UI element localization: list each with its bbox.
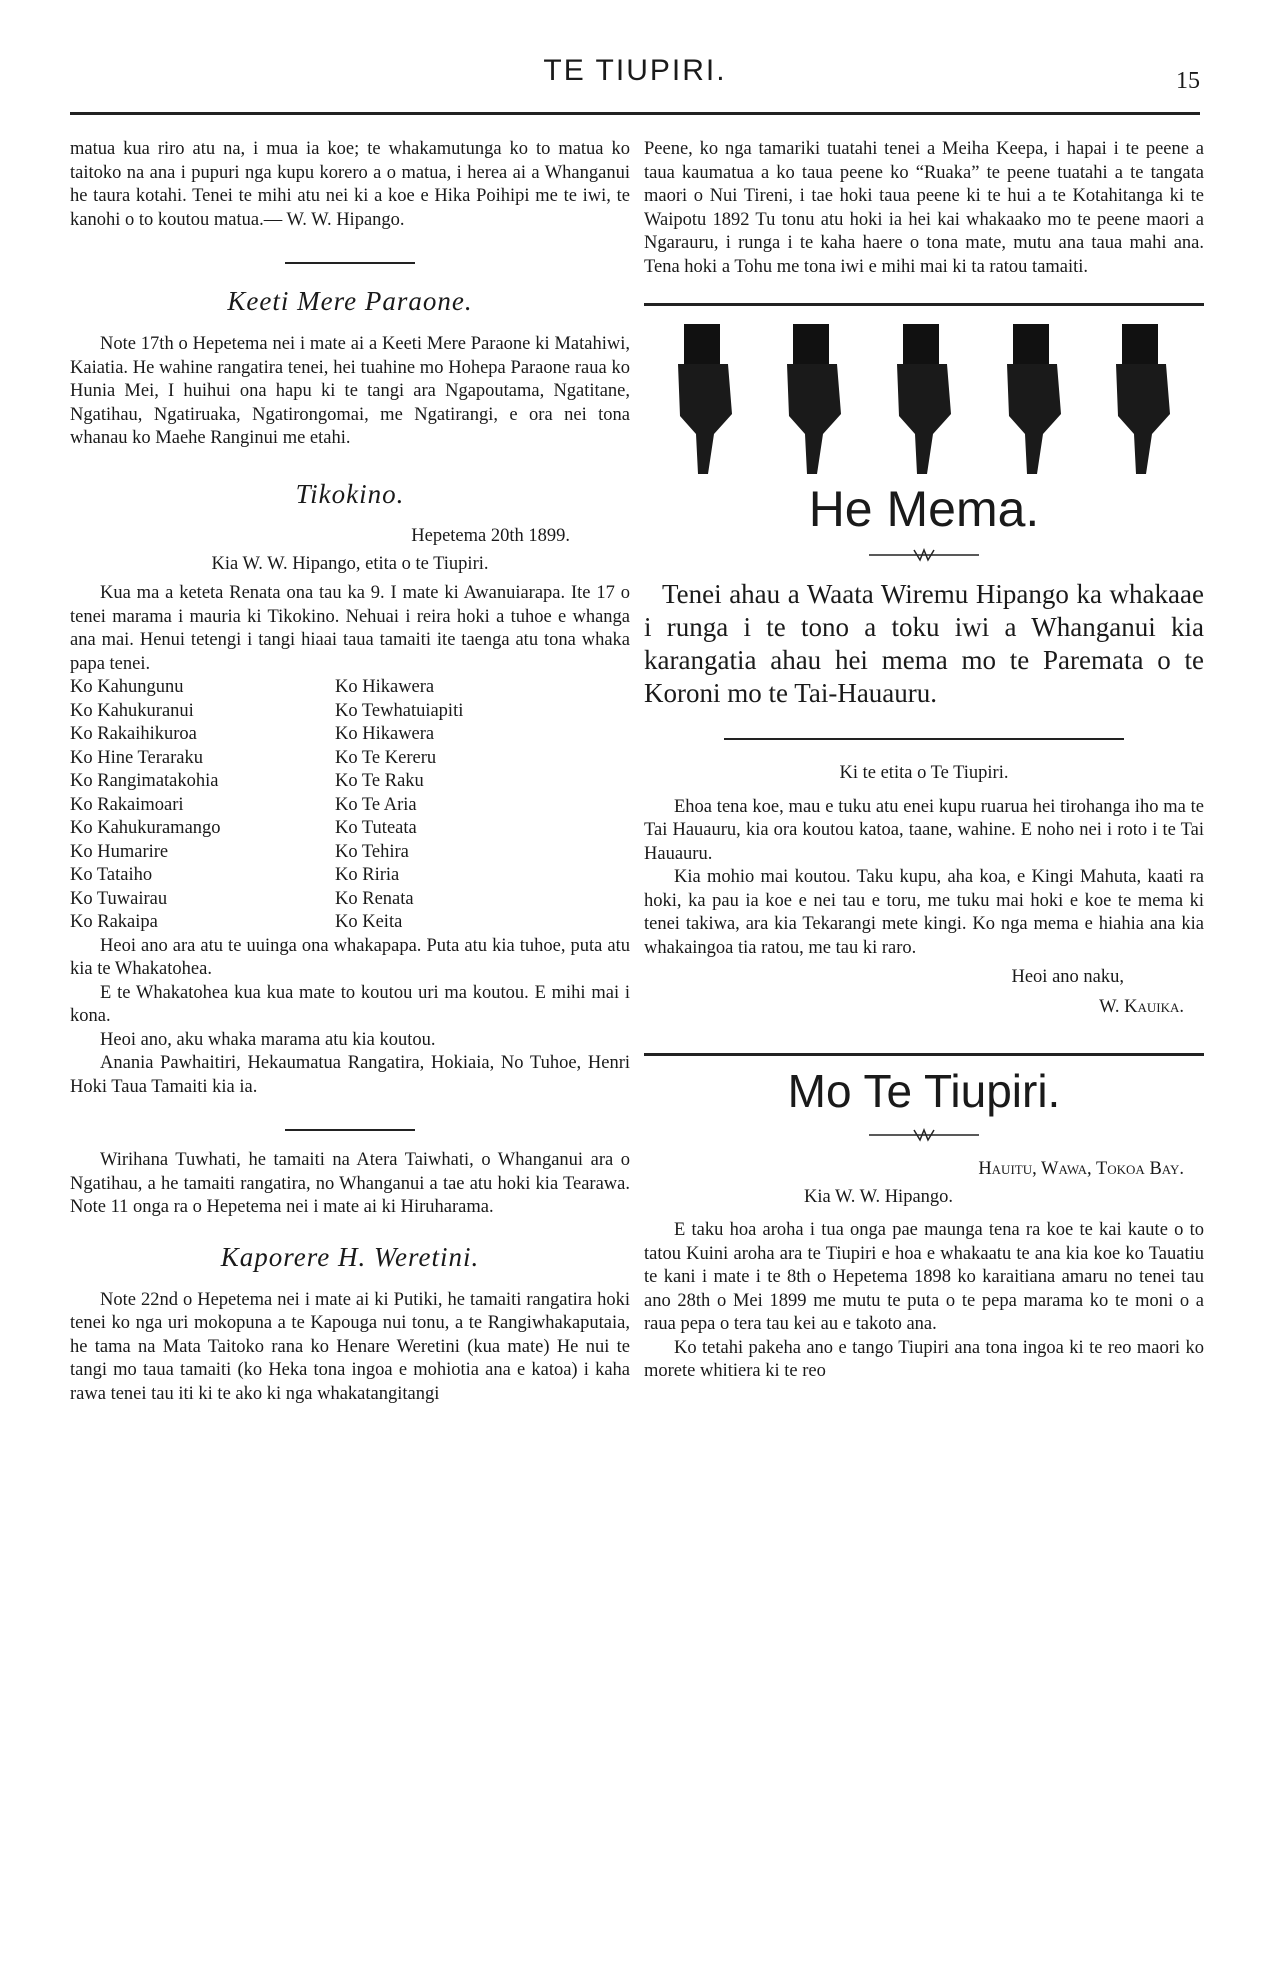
letter-closing: Heoi ano naku, — [1011, 967, 1124, 987]
obituary-heading-kaporere: Kaporere H. Weretini. — [220, 1241, 480, 1272]
genealogy-name: Ko Te Kereru — [335, 747, 437, 768]
letter-paragraph: E te Whakatohea kua kua mate to koutou uri ma koutou. E mihi mai i kona. — [70, 982, 630, 1026]
genealogy-name: Ko Rakaimoari — [70, 794, 184, 815]
section-rule — [644, 1053, 1204, 1056]
genealogy-name: Ko Kahukuramango — [70, 818, 221, 838]
letter-signer: W. Kauika. — [1099, 996, 1184, 1017]
genealogy-name: Ko Riria — [335, 865, 400, 885]
divider — [285, 1129, 415, 1131]
pointing-hand-icon — [1108, 324, 1178, 474]
pointing-hand-icon — [670, 324, 740, 474]
candidacy-notice: Tenei ahau a Waata Wiremu Hipango ka whakaae i runga i te tono a toku iwi a Whanganui kia karangatia ahau hei mema mo te Paremata o te Koroni mo te Tai-Hauauru. — [644, 579, 1204, 708]
genealogy-name: Ko Te Aria — [335, 794, 417, 815]
letter-heading-tikokino: Tikokino. — [295, 478, 405, 509]
genealogy-name: Ko Rangimatakohia — [70, 771, 219, 791]
pointing-hand-icon — [889, 324, 959, 474]
letter-paragraph: Kia mohio mai koutou. Taku kupu, aha koa, e Kingi Mahuta, kaati ra hoki, ka pau ia koe e nei tau e toru, me tuku mai hoki e koe te mema ki tenei takiwa, ara kia Tekarangi mete kingi. Ko nga mema e hiahia ana kia whakaingoa tia ratou, me tau ki raro. — [644, 867, 1204, 958]
letter-addressee: Kia W. W. Hipango, etita o te Tiupiri. — [211, 553, 489, 574]
newspaper-title: TE TIUPIRI. — [543, 54, 727, 87]
notice-title-he-mema: He Mema. — [808, 481, 1040, 537]
genealogy-name: Ko Rakaihikuroa — [70, 724, 197, 744]
letter-body: Kua ma a keteta Renata ona tau ka 9. I mate ki Awanuiarapa. Ite 17 o tenei marama i mauria ki Tikokino. Nehuai i reira hoki a tuhoe e whanga ana mai. Henui tetengi i tangi hiaai taua tamaiti ite taenga atu tona whaka papa tenei. — [70, 583, 630, 674]
page-number: 15 — [1176, 68, 1200, 94]
obituary-kaporere: Note 22nd o Hepetema nei i mate ai ki Putiki, he tamaiti rangatira hoki tenei ko nga uri mokopuna a te Kapouga nui tonu, a te Rangiwhakaputaia, he tama na Mata Taitoko rana ko Henare Weretini (kua mate) He nui te tangi mo taua tamaiti (ko Heka tona ingoa e mohiotia ana e katoa) i kaha rawa tenei tau iti ki te ako ki nga whakatangitangi — [70, 1289, 630, 1404]
divider — [285, 262, 415, 264]
pointing-hand-icon — [999, 324, 1069, 474]
genealogy-name: Ko Tataiho — [70, 865, 153, 885]
right-column — [644, 138, 1204, 1384]
genealogy-name: Ko Renata — [335, 888, 414, 909]
letter-paragraph: Ehoa tena koe, mau e tuku atu enei kupu ruarua hei tirohanga iho ma te Tai Hauauru, kia ora koutou katoa, taane, wahine. E noho nei i roto i te Tai Hauauru. — [644, 796, 1204, 864]
ornament-icon — [644, 548, 1204, 562]
genealogy-name: Ko Keita — [335, 912, 403, 932]
letter-paragraph: Heoi ano ara atu te uuinga ona whakapapa. Puta atu kia tuhoe, puta atu kia te Whakatohea. — [70, 935, 630, 979]
obituary-wirihana: Wirihana Tuwhati, he tamaiti na Atera Taiwhati, o Whanganui ara o Ngatihau, a he tamaiti rangatira, no Whanganui a tae atu hoki kia Tearawa. Note 11 onga ra o Hepetema nei i mate ai ki Hiruharama. — [70, 1150, 630, 1217]
letter-addressee: Kia W. W. Hipango. — [804, 1186, 954, 1207]
notice-title-mo-te-tiupiri: Mo Te Tiupiri. — [787, 1065, 1061, 1117]
page-header — [70, 50, 1200, 120]
genealogy-name: Ko Rakaipa — [70, 912, 158, 932]
band-paragraph: Peene, ko nga tamariki tuatahi tenei a Meiha Keepa, i hapai i te peene a taua kaumatua a ko taua peene ko “Ruaka” te peene tuatahi a te tangata maori o Nui Tireni, i tae hoki taua peene ki te hui a te Kotahitanga ki te Waipotu 1892 Tu tonu atu hoki ia hei kai whakaako mo te peene maori a Ngarauru, i runga i te kaha haere o tona mate, mutu ana taua mahi ana. Tena hoki a Tohu me tona iwi e mihi mai ki ta ratou tamaiti. — [644, 139, 1204, 277]
letter-heading-to-editor: Ki te etita o Te Tiupiri. — [839, 763, 1009, 783]
genealogy-name: Ko Tuteata — [335, 818, 417, 838]
letter-paragraph: Heoi ano, aku whaka marama atu kia koutou. — [100, 1029, 436, 1050]
letter-signatories: Anania Pawhaitiri, Hekaumatua Rangatira, Hokiaia, No Tuhoe, Henri Hoki Taua Tamaiti kia ia. — [70, 1053, 630, 1097]
genealogy-name: Ko Hikawera — [335, 724, 435, 744]
genealogy-list — [70, 676, 630, 935]
header-rule — [70, 112, 1200, 115]
genealogy-name: Ko Hine Teraraku — [70, 747, 203, 768]
genealogy-name: Ko Kahukuranui — [70, 700, 194, 721]
obituary-keeti: Note 17th o Hepetema nei i mate ai a Keeti Mere Paraone ki Matahiwi, Kaiatia. He wahine rangatira tenei, hei tuahine mo Hohepa Paraone raua ko Hunia Mei, I huihui ona hapu ki te tangi ara Ngapoutama, Ngatitane, Ngatihau, Ngatiruaka, Ngatirongomai, me Ngatirangi, e ora nei tona whanau ko Maehe Ranginui me etahi. — [70, 334, 630, 448]
letter-paragraph: Ko tetahi pakeha ano e tango Tiupiri ana tona ingoa ki te reo maori ko morete whitiera ki te reo — [644, 1337, 1204, 1381]
letter-place: Hauitu, Wawa, Tokoa Bay. — [978, 1159, 1184, 1179]
left-column — [70, 138, 630, 1406]
genealogy-name: Ko Hikawera — [335, 677, 435, 697]
pointing-hands-row — [650, 324, 1198, 474]
pointing-hand-icon — [779, 324, 849, 474]
ornament-icon — [644, 1128, 1204, 1142]
genealogy-name: Ko Tuwairau — [70, 888, 168, 909]
genealogy-name: Ko Te Raku — [335, 771, 424, 791]
letter-paragraph: E taku hoa aroha i tua onga pae maunga tena ra koe te kai kaute o to tatou Kuini aroha ara te Tiupiri e hoa e whakaatu te ana kia koe ko Tauatiu te kani i mate i te 8th o Hepetema 1898 ko karaitiana amaru no tenei tau ano 28th o Mei 1899 me mutu te puta o te pepa marama ko te moni o a raua pepa o tera tau kei au e takoto ana. — [644, 1220, 1204, 1334]
intro-paragraph: matua kua riro atu na, i mua ia koe; te whakamutunga ko to matua ko taitoko na ana i pupuri nga kupu korero a o matua, i herea ai a Whanganui he taura kotahi. Tenei te mihi atu nei ki a koe e Hika Poihipi me te iwi, te kanohi o to koutou matua.— W. W. Hipango. — [70, 139, 630, 230]
section-rule — [644, 303, 1204, 306]
genealogy-name: Ko Kahungunu — [70, 677, 184, 697]
genealogy-name: Ko Tewhatuiapiti — [335, 700, 464, 721]
divider — [724, 738, 1124, 740]
genealogy-name: Ko Humarire — [70, 841, 169, 862]
letter-date: Hepetema 20th 1899. — [411, 525, 570, 546]
genealogy-name: Ko Tehira — [335, 841, 409, 862]
obituary-heading-keeti: Keeti Mere Paraone. — [227, 286, 473, 316]
